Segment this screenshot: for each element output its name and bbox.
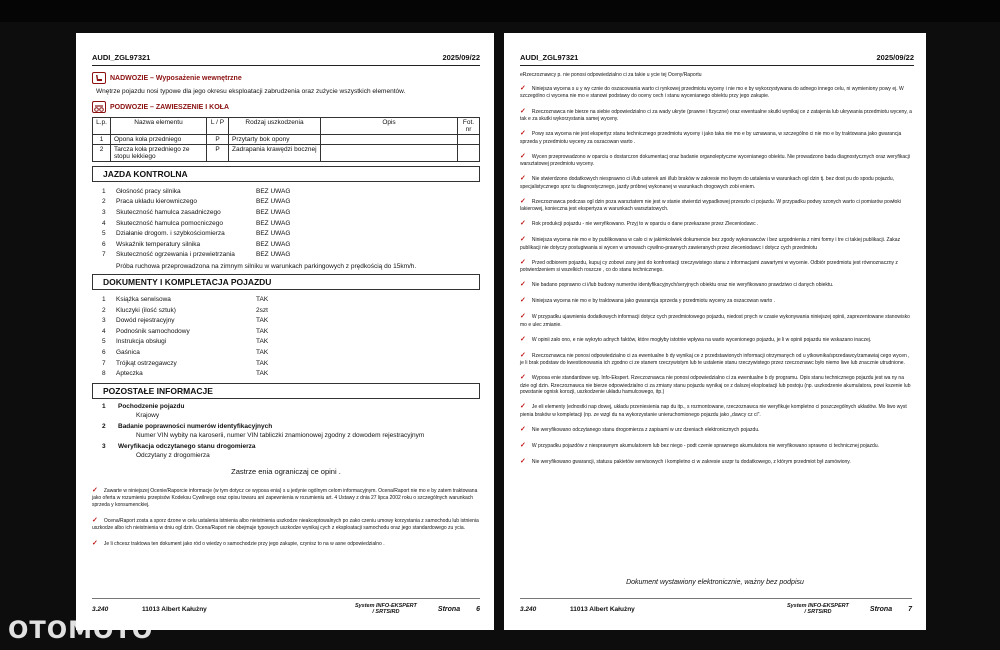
documents-title: DOKUMENTY I KOMPLETACJA POJAZDU [92, 274, 480, 290]
list-item: 1 Książka serwisowa TAK [102, 295, 269, 303]
check-icon: ✓ [520, 236, 526, 244]
report-date: 2025/09/22 [876, 53, 914, 62]
check-icon: ✓ [520, 403, 526, 411]
other-info-list [92, 403, 480, 459]
list-item: 6 Gaśnica TAK [102, 348, 269, 356]
disclaimer-item: ✓ Rzeczoznawca podczas ogl dzin poza warsztatem nie jest w stanie stwierdzi wypadkowej przeszło ci pojazdu. W przypadku podwy szonych warto ci pomiarów powłoki lakierowej, konieczna jest ekspertyza w warunkach warsztatowych. [520, 197, 901, 213]
disclaimers [92, 486, 480, 549]
documents-list [92, 294, 480, 379]
disclaimer-item: ✓ Powy sza wycena nie jest ekspertyz stanu technicznego przedmiotu wyceny i jako taka nie mo e by uznawana, w szczególno ci nie mo e by traktowana jako gwarancja sprzeda y przedmiotu wyceny za oszacowan warto . [520, 130, 902, 145]
disclaimer-item: ✓ W opinii zało ono, e nie wykryto adnych faktów, które mogłyby istotnie wpływa na warto wycenionego pojazdu, je li w opinii pojazdu nie wskazano inaczej. [520, 335, 872, 343]
list-item-value: Numer VIN wybity na karoserii, numer VIN tabliczki znamionowej zgodny z dowodem rejestracyjnym [136, 431, 425, 439]
check-icon: ✓ [92, 516, 98, 524]
suspension-icon [92, 101, 106, 113]
list-item: 5 Instrukcja obsługi TAK [102, 338, 269, 346]
disclaimer-item: ✓ W przypadku ujawnienia dodatkowych informacji dotycz cych przedmiotowego pojazdu, niedost pnych w czasie wykonywania niniejszej opinii, zaprezentowane stanowisko mo e ulec zmianie. [520, 313, 910, 328]
check-icon: ✓ [520, 297, 526, 305]
check-icon: ✓ [520, 175, 526, 183]
disclaimer-item: ✓ Je li chcesz traktowa ten dokument jako ród o wiedzy o samochodzie przy jego zakupie, czynisz to na w asne odpowiedzialno . [92, 540, 385, 548]
col-name: Nazwa elementu [111, 118, 207, 135]
system-name: System INFO-EKSPERT / SRTSIRD [786, 602, 849, 616]
disclaimer-item: ✓ Niniejsza wycena s u y wy cznie do oszacowania warto ci rynkowej przedmiotu wyceny i nie mo e by wykorzystywana do adnego innego celu, ni wymieniony powy ej. W szczególno ci wycena nie mo e stanowi podstawy do oceny cech i stanu wycenianego obiektu przy jego zakupie. [520, 85, 904, 100]
disclaimer-item: ✓ Przed odbiorem pojazdu, kupuj cy zobowi zany jest do konfrontacji rzeczywistego stanu z informacjami zawartymi w wycenie. Odbiór przedmiotu jest równoznaczny z potwierdzeniem si wszelkich roszcze , co do stanu technicznego. [520, 258, 898, 274]
seat-icon [92, 72, 106, 84]
list-item: 5 Działanie drogom. i szybkościomierza BEZ UWAG [102, 230, 291, 238]
disclaimer-item: ✓ W przypadku pojazdów z niesprawnym akumulatorem lub bez niego - podt czenie sprawnego akumulatora nie weryfikowano sprawno ci technicznej pojazdu. [520, 441, 880, 449]
check-icon: ✓ [520, 351, 526, 359]
list-item: 4 Podnośnik samochodowy TAK [102, 327, 269, 335]
page-footer: 3.240 11013 Albert Kałużny System INFO-EKSPERT / SRTSIRD Strona 7 [520, 598, 912, 616]
list-item: 2 Praca układu kierowniczego BEZ UWAG [102, 198, 291, 206]
disclaimer-item: ✓ Rzeczoznawca nie ponosi odpowiedzialno ci za ewentualne b dy wynikaj ce z przedstawionych informacji otrzymanych od u ytkownika/sprzedawcy/zamawiaj cego wycen , je li brak podstaw do kwestionowania ich zgodno ci ze stanem rzeczywistym lub te ustalenie stanu rzeczywistego przez rzeczoznawc było niemo liwe lub znacznie utrudnione. [520, 351, 910, 366]
disclaimer-item: ✓ Zawarte w niniejszej Ocenie/Raporcie informacje (w tym dotycz ce wyposa enia) s u jedynie ogólnym celom informacyjnym. Ocena/Raport nie mo e by zatem traktowana jako oferta w rozumieniu przepisów Kodeksu Cywilnego oraz opisu towaru ani zapewnienia w rozumieniu art. 4 Ustawy z dnia 27 lipca 2002 roku o szczególnych warunkach sprzeda y konsumenckiej. [92, 486, 478, 509]
disclaimer-item: ✓ Niniejsza wycena nie mo e by traktowana jako gwarancja sprzeda y przedmiotu wyceny za oszacowan warto . [520, 297, 776, 305]
otomoto-watermark-logo: OTOMOTO [8, 616, 154, 644]
page-number: 7 [908, 605, 912, 613]
check-icon: ✓ [520, 130, 526, 138]
check-icon: ✓ [520, 426, 526, 433]
interior-section-title: NADWOZIE – Wyposażenie wewnętrzne [92, 72, 480, 84]
continued-text: eRzeczoznawcy p. nie ponosi odpowiedzialno ci za takie u ycie tej Oceny/Raportu [520, 72, 702, 78]
disclaimer-item: ✓ Nie weryfikowano gwarancji, statusu pakietów serwisowych i kompletno ci w zakresie uszpr tu dodatkowego, z którym przedmiot był zamówiony. [520, 457, 851, 465]
list-item: 3 Dowód rejestracyjny TAK [102, 317, 269, 325]
list-item-value: Odczytany z drogomierza [136, 451, 210, 459]
list-item: 2 Kluczyki (ilość sztuk) 2szt [102, 306, 268, 314]
disclaimer-item: ✓ Nie weryfikowano odczytanego stanu drogomierza z zapisami w urz dzeniach elektronicznych pojazdu. [520, 426, 760, 433]
page-6 [76, 33, 494, 630]
check-icon: ✓ [520, 258, 526, 266]
disclaimer-item: ✓ Wyposa enie standardowe wg. Info-Ekspert. Rzeczoznawca nie ponosi odpowiedzialno ci za ewentualne b dy programu. Opis stanu technicznego pojazdu jest wa ny na dzie ogl dzin. Rzeczoznawca nie bierze odpowiedzialno ci za zmiany stanu pojazdu wynikaj ce z dalszej eksploatacji lub postoju (np. uszkodzenie akumulatora, powi kszenie lub powstanie ognisk korozji, uszkodzenie układu hamulcowego, itp.) [520, 374, 911, 396]
list-item: 7 Skuteczność ogrzewania i przewietrzania BEZ UWAG [102, 251, 291, 259]
page-header [520, 53, 914, 66]
disclaimer-item: ✓ Nie stwierdzono dodatkowych niesprawno ci i/lub usterek ani i/lub braków w zakresie mo liwym do ustalenia w warunkach ogl dzin tj. bez dost pu do spodu pojazdu, specjalistycznego sprz tu diagnostycznego, jazdy próbnej wykonanej w warunkach drogowych zobi eniem. [520, 175, 895, 190]
list-item: 4 Skuteczność hamulca pomocniczego BEZ UWAG [102, 219, 291, 227]
damage-table [92, 117, 480, 162]
col-side: L / P [207, 118, 229, 135]
check-icon: ✓ [92, 540, 98, 548]
check-icon: ✓ [520, 441, 526, 449]
check-icon: ✓ [520, 152, 526, 160]
check-icon: ✓ [520, 85, 526, 92]
disclaimer-item: ✓ Ocena/Raport zosta a sporz dzone w celu ustalenia istnienia albo nieistnienia uszkodze nieakceptowalnych po zako czeniu umowy korzystania z samochodu lub istnienia uszkodze albo ich nieistnienia w dniu ogl dzin. Ocena/Raport nie obejmuje typowych uszkodze wynikaj cych z eksploatacji samochodu oraz jego standardowego zu ycia. [92, 516, 479, 532]
check-icon: ✓ [520, 313, 526, 321]
list-item: 3 Skuteczność hamulca zasadniczego BEZ UWAG [102, 208, 291, 216]
page-footer: 3.240 11013 Albert Kałużny System INFO-EKSPERT / SRTSIRD Strona 6 [92, 598, 480, 616]
check-icon: ✓ [520, 107, 526, 115]
col-photo: Fot. nr [458, 118, 480, 135]
list-item: 6 Wskaźnik temperatury silnika BEZ UWAG [102, 240, 291, 248]
system-name: System INFO-EKSPERT / SRTSIRD [354, 602, 417, 616]
disclaimer-item: ✓ Niniejsza wycena nie mo e by publikowana w cało ci w jakimkolwiek dokumencie bez zgody wykonawców i bez uzgodnienia z nimi formy i tre ci takiej publikacji. Zakaz publikacji nie dotyczy postugiwania si wycen w umowach cywilno-prawnych zawieranych przez zleceniodawc i dotycz cych przedmiotu [520, 236, 901, 251]
interior-description: Wnętrze pojazdu nosi typowe dla jego okresu eksploatacji zabrudzenia oraz zużycie wszystkich elementów. [96, 88, 406, 95]
disclaimer-list [520, 84, 914, 466]
other-info-title: POZOSTAŁE INFORMACJE [92, 383, 480, 399]
report-id: AUDI_ZGL97321 [92, 53, 151, 62]
report-id: AUDI_ZGL97321 [520, 53, 579, 62]
list-item: 1 Pochodzenie pojazdu [102, 402, 185, 410]
page-header [92, 53, 480, 66]
disclaimer-item: ✓ Nie badano poprawno ci i/lub budowy numerów identyfikacyjnych/seryjnych obiektu oraz nie weryfikowano prawdziwo ci danych obiektu. [520, 281, 834, 289]
test-drive-list [92, 186, 480, 260]
list-item: 1 Głośność pracy silnika BEZ UWAG [102, 187, 291, 195]
list-item: 8 Apteczka TAK [102, 370, 269, 378]
check-icon: ✓ [520, 374, 526, 382]
page-number: 6 [476, 605, 480, 613]
check-icon: ✓ [520, 197, 526, 205]
check-icon: ✓ [520, 281, 526, 289]
col-lp: L.p. [93, 118, 111, 135]
report-date: 2025/09/22 [442, 53, 480, 62]
col-damage: Rodzaj uszkodzenia [229, 118, 321, 135]
disclaimer-item: ✓ Rzeczoznawca nie bierze na siebie odpowiedzialno ci za wady ukryte (prawne i fizyczne) oraz ewentualne skutki wynikaj ce z zatajenia lub ukrywania przedmiotu wyceny, a tak e za skutki wykorzystania samej wyceny. [520, 107, 912, 123]
check-icon: ✓ [520, 457, 526, 465]
list-item-value: Krajowy [136, 411, 160, 419]
disclaimer-item: ✓ Wycen przeprowadzono w oparciu o dostarczon dokumentacj oraz badanie organoleptyczne wycenianego obiektu. Nie prowadzono bada diagnostycznych oraz weryfikacji warsztatowej przedmiotu wyceny. [520, 152, 910, 168]
top-bar [0, 0, 1000, 22]
list-item: 2 Badanie poprawności numerów identyfikacyjnych [102, 422, 273, 430]
test-drive-title: JAZDA KONTROLNA [92, 166, 480, 182]
suspension-section-title: PODWOZIE – ZAWIESZENIE I KOŁA [92, 101, 480, 113]
col-desc: Opis [321, 118, 458, 135]
check-icon: ✓ [520, 220, 526, 228]
electronic-signature-note: Dokument wystawiony elektronicznie, ważny bez podpisu [626, 579, 804, 586]
table-row: 1 Opona koła przedniego P Przytarty bok opony [93, 135, 480, 145]
check-icon: ✓ [520, 335, 526, 343]
list-item: 3 Weryfikacja odczytanego stanu drogomierza [102, 442, 256, 450]
disclaimer-item: ✓ Je eli elementy (ednostki nap dowej, układu przeniesienia nap du itp., s rozmontowane, rzeczoznawca nie weryfikuje kompletno ci poszczególnych układów. Mo liwo wyst pienia braków w kompletacji (np. ze wzgl du na wykorzystanie unieruchomionego pojazdu jako „dawcy cz ci". [520, 403, 907, 418]
check-icon: ✓ [92, 486, 98, 494]
disclaimer-item: ✓ Rok produkcji pojazdu - nie weryfikowano. Przyj to w oparciu o dane przekazane przez Zleceniodawc . [520, 220, 759, 228]
list-item: 7 Trójkąt ostrzegawczy TAK [102, 359, 269, 367]
table-row: 2 Tarcza koła przedniego ze stopu lekkiego P Zadrapania krawędzi bocznej [93, 145, 480, 162]
limitations-title: Zastrze enia ograniczaj ce opini . [231, 466, 341, 476]
page-7 [504, 33, 926, 630]
test-drive-note: Próba ruchowa przeprowadzona na zimnym silniku w warunkach parkingowych z prędkością do 15km/h. [116, 263, 417, 271]
